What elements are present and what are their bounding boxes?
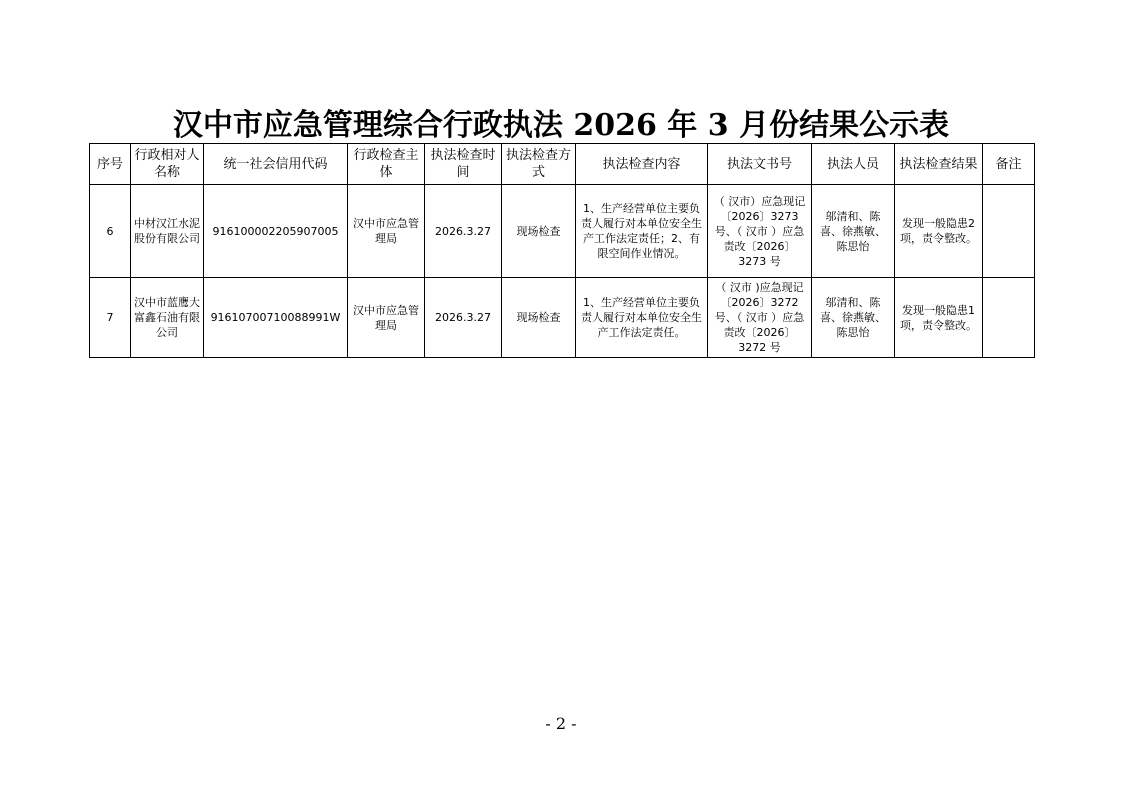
header-result: 执法检查结果 bbox=[895, 144, 983, 185]
cell-officers: 邬清和、陈喜、徐燕敏、陈思怡 bbox=[812, 185, 895, 278]
cell-content: 1、生产经营单位主要负责人履行对本单位安全生产工作法定责任；2、有限空间作业情况。 bbox=[576, 185, 708, 278]
header-time: 执法检查时间 bbox=[425, 144, 502, 185]
cell-method: 现场检查 bbox=[502, 185, 576, 278]
header-method: 执法检查方式 bbox=[502, 144, 576, 185]
cell-subject: 汉中市应急管理局 bbox=[348, 278, 425, 358]
cell-credit-code: 916100002205907005 bbox=[204, 185, 348, 278]
table-row bbox=[90, 185, 1035, 278]
header-credit-code: 统一社会信用代码 bbox=[204, 144, 348, 185]
header-subject: 行政检查主体 bbox=[348, 144, 425, 185]
header-seq: 序号 bbox=[90, 144, 131, 185]
cell-doc-no: （ 汉市 )应急现记〔2026〕3272号、（ 汉市 ）应急责改〔2026〕3272 号 bbox=[708, 278, 812, 358]
cell-officers: 邬清和、陈喜、徐燕敏、陈思怡 bbox=[812, 278, 895, 358]
cell-time: 2026.3.27 bbox=[425, 278, 502, 358]
cell-result: 发现一般隐患1项，责令整改。 bbox=[895, 278, 983, 358]
cell-method: 现场检查 bbox=[502, 278, 576, 358]
cell-seq: 6 bbox=[90, 185, 131, 278]
cell-credit-code: 91610700710088991W bbox=[204, 278, 348, 358]
header-officers: 执法人员 bbox=[812, 144, 895, 185]
cell-content: 1、生产经营单位主要负责人履行对本单位安全生产工作法定责任。 bbox=[576, 278, 708, 358]
header-remark: 备注 bbox=[983, 144, 1035, 185]
header-content: 执法检查内容 bbox=[576, 144, 708, 185]
header-doc-no: 执法文书号 bbox=[708, 144, 812, 185]
page-title: 汉中市应急管理综合行政执法 2026 年 3 月份结果公示表 bbox=[172, 108, 950, 143]
cell-doc-no: （ 汉市）应急现记〔2026〕3273号、（ 汉市 ）应急责改〔2026〕3273 号 bbox=[708, 185, 812, 278]
cell-name: 中材汉江水泥股份有限公司 bbox=[131, 185, 204, 278]
header-name: 行政相对人名称 bbox=[131, 144, 204, 185]
cell-remark bbox=[983, 278, 1035, 358]
cell-seq: 7 bbox=[90, 278, 131, 358]
page-number: - 2 - bbox=[545, 714, 577, 733]
cell-result: 发现一般隐患2项，责令整改。 bbox=[895, 185, 983, 278]
cell-time: 2026.3.27 bbox=[425, 185, 502, 278]
table-header-row bbox=[90, 144, 1035, 185]
table-row bbox=[90, 278, 1035, 358]
result-table bbox=[89, 143, 1035, 358]
cell-name: 汉中市蓝鹰大富鑫石油有限公司 bbox=[131, 278, 204, 358]
cell-remark bbox=[983, 185, 1035, 278]
cell-subject: 汉中市应急管理局 bbox=[348, 185, 425, 278]
